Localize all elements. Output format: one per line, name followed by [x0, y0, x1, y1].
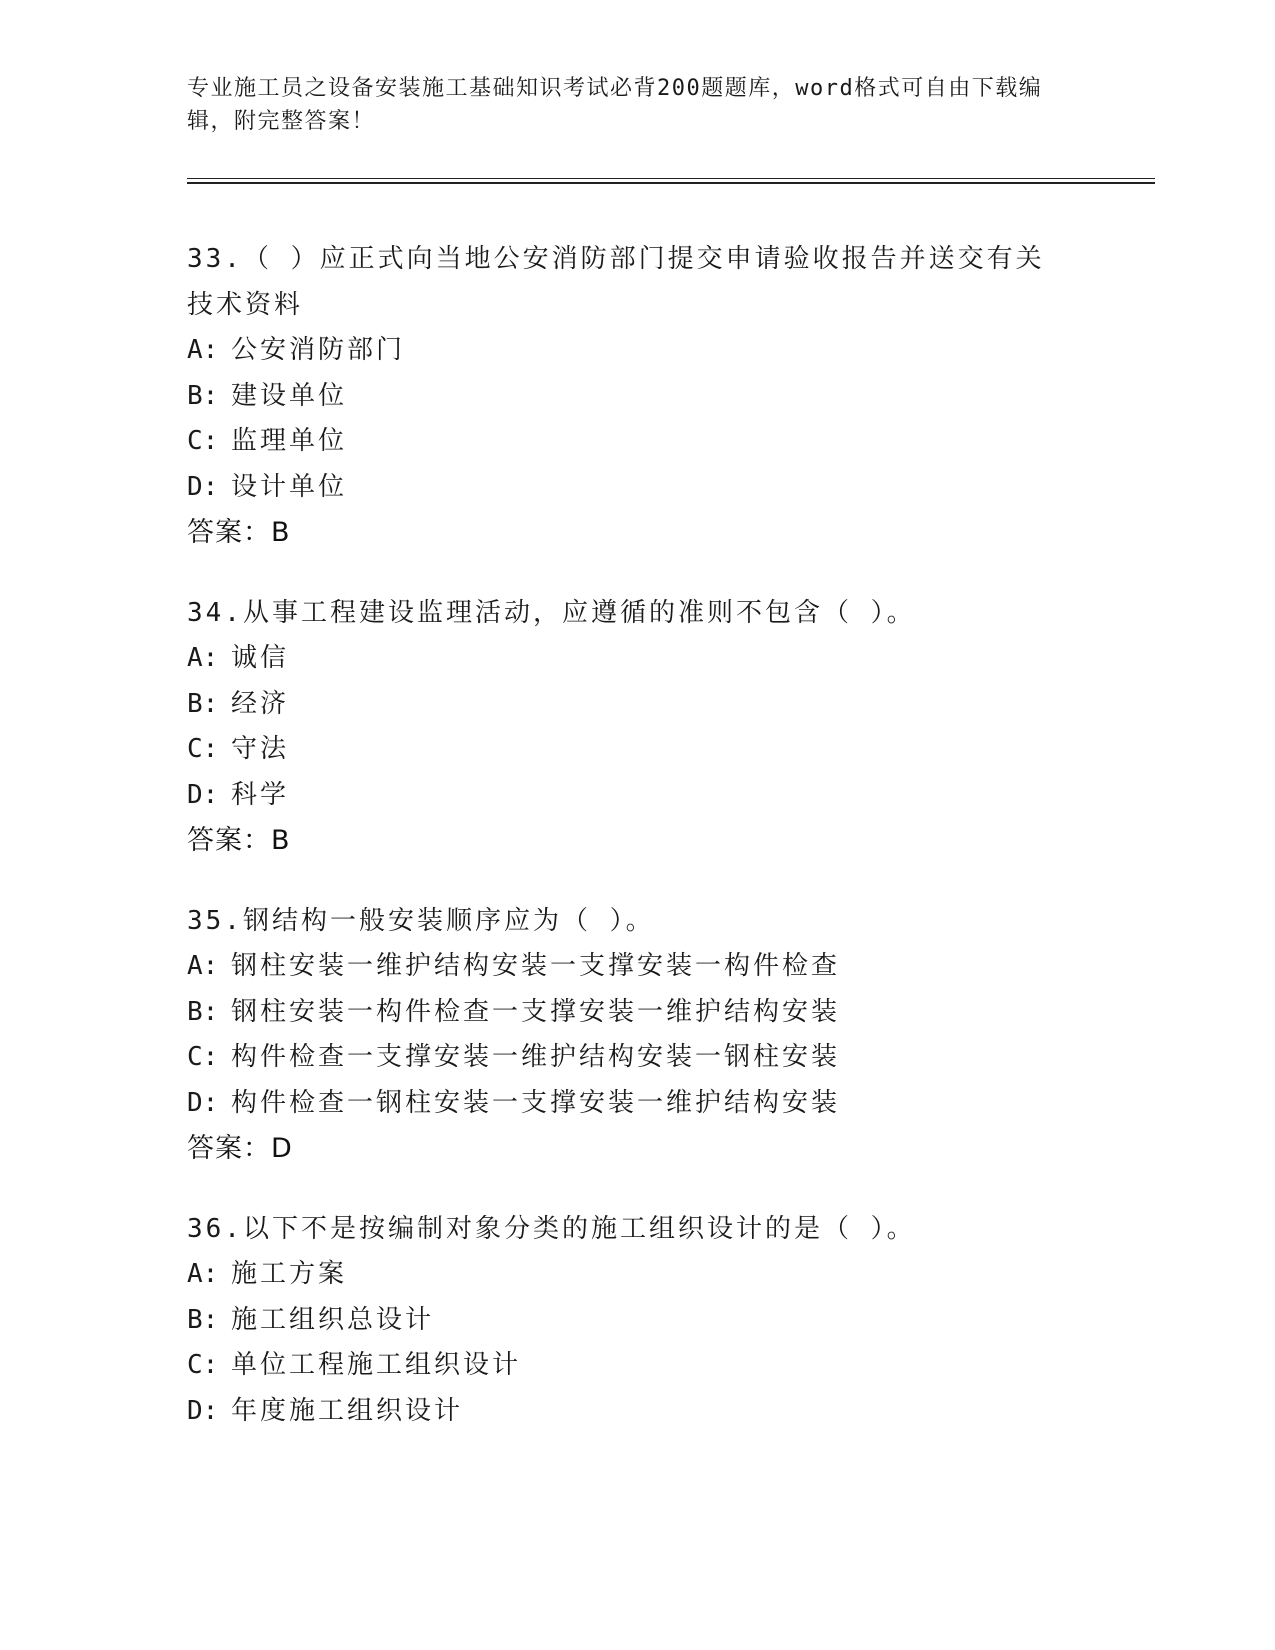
option-d	[187, 1389, 1067, 1435]
option-text: 诚信	[231, 643, 290, 673]
option-b	[187, 1298, 1067, 1344]
option-d	[187, 465, 1067, 511]
question-33	[187, 236, 1067, 556]
option-letter: B:	[187, 688, 219, 719]
option-a	[187, 944, 1067, 990]
option-c	[187, 1035, 1067, 1081]
option-text: 单位工程施工组织设计	[231, 1350, 522, 1380]
option-text: 科学	[231, 779, 290, 810]
option-text: 年度施工组织设计	[231, 1395, 464, 1426]
option-d	[187, 1081, 1067, 1127]
question-text: 34.从事工程建设监理活动，应遵循的准则不包含（ ）。	[187, 598, 916, 628]
option-letter: D:	[187, 1087, 219, 1118]
option-a	[187, 636, 1067, 682]
question-text: 33.（ ）应正式向当地公安消防部门提交申请验收报告并送交有关技术资料	[187, 244, 1045, 320]
option-letter: C:	[187, 1350, 219, 1380]
question-34	[187, 590, 1067, 864]
option-letter: A:	[187, 951, 219, 981]
option-letter: B:	[187, 380, 219, 411]
answer-line: 答案：B	[187, 825, 291, 856]
answer-line: 答案：D	[187, 1133, 293, 1164]
option-b	[187, 990, 1067, 1036]
option-letter: A:	[187, 335, 219, 365]
option-letter: B:	[187, 996, 219, 1027]
answer-line: 答案：B	[187, 517, 291, 548]
option-letter: A:	[187, 643, 219, 673]
option-text: 守法	[231, 734, 290, 764]
question-text: 36.以下不是按编制对象分类的施工组织设计的是（ ）。	[187, 1214, 916, 1244]
option-text: 建设单位	[231, 380, 348, 411]
option-d	[187, 773, 1067, 819]
option-text: 监理单位	[231, 426, 348, 456]
option-text: 设计单位	[231, 471, 348, 502]
question-list	[187, 236, 1067, 1468]
option-a	[187, 328, 1067, 374]
option-letter: D:	[187, 471, 219, 502]
option-c	[187, 419, 1067, 465]
option-text: 公安消防部门	[231, 335, 406, 365]
option-text: 经济	[231, 688, 290, 719]
option-letter: C:	[187, 734, 219, 764]
option-letter: B:	[187, 1304, 219, 1335]
option-b	[187, 682, 1067, 728]
document-header: 专业施工员之设备安装施工基础知识考试必背200题题库，word格式可自由下载编辑，附完整答案！	[187, 76, 1043, 134]
option-text: 构件检查一支撑安装一维护结构安装一钢柱安装	[231, 1042, 841, 1072]
option-text: 施工方案	[231, 1259, 348, 1289]
option-c	[187, 1343, 1067, 1389]
question-36	[187, 1206, 1067, 1434]
option-a	[187, 1252, 1067, 1298]
option-letter: C:	[187, 426, 219, 456]
option-b	[187, 374, 1067, 420]
question-text: 35.钢结构一般安装顺序应为（ ）。	[187, 906, 655, 936]
question-35	[187, 898, 1067, 1172]
option-letter: D:	[187, 779, 219, 810]
header-divider-thin	[187, 178, 1155, 179]
option-letter: D:	[187, 1395, 219, 1426]
option-text: 钢柱安装一维护结构安装一支撑安装一构件检查	[231, 951, 841, 981]
option-text: 施工组织总设计	[231, 1304, 435, 1335]
header-divider-thick	[187, 182, 1155, 184]
option-text: 钢柱安装一构件检查一支撑安装一维护结构安装	[231, 996, 841, 1027]
option-letter: C:	[187, 1042, 219, 1072]
option-c	[187, 727, 1067, 773]
option-letter: A:	[187, 1259, 219, 1289]
option-text: 构件检查一钢柱安装一支撑安装一维护结构安装	[231, 1087, 841, 1118]
